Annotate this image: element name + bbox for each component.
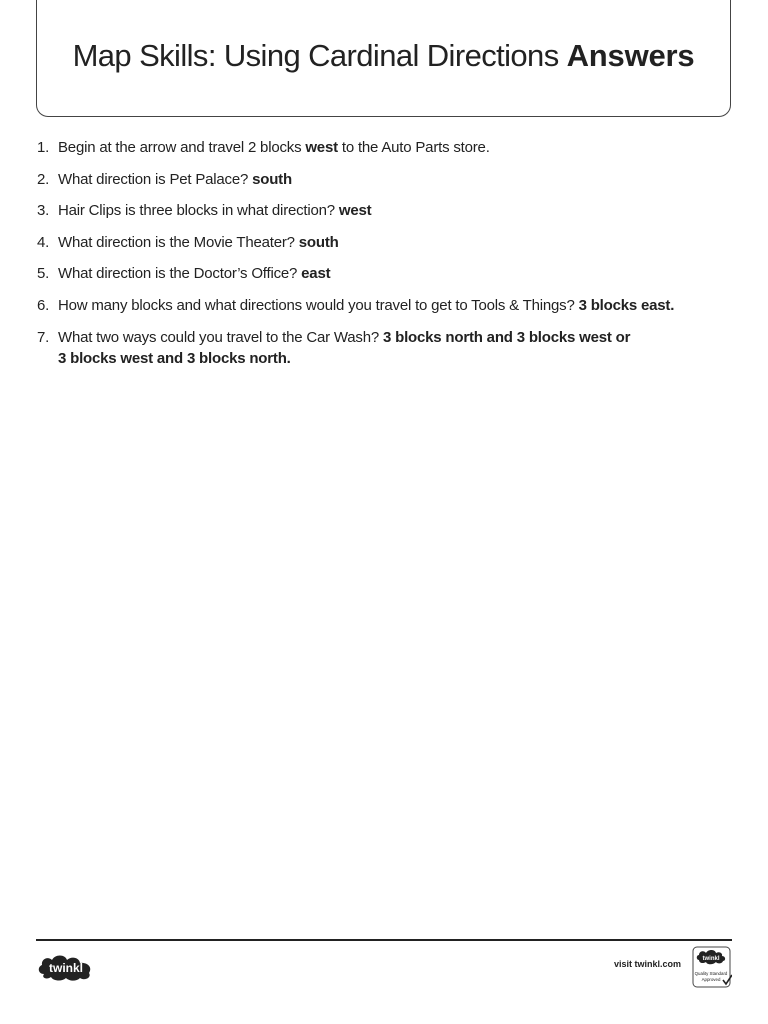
answer-text-line2: 3 blocks west and 3 blocks north.	[58, 350, 291, 367]
title-box	[36, 0, 731, 117]
question-text: What direction is Pet Palace? south	[58, 171, 292, 188]
quality-badge	[692, 946, 732, 988]
footer-divider	[36, 939, 732, 941]
question-text: How many blocks and what directions would you travel to get to Tools & Things? 3 blocks east.	[58, 297, 675, 314]
visit-link[interactable]: visit twinkl.com	[614, 959, 682, 969]
answer-text: east	[301, 265, 331, 282]
question-text: What two ways could you travel to the Car Wash? 3 blocks north and 3 blocks west or 3 blocks west and 3 blocks north.	[58, 329, 631, 367]
twinkl-logo[interactable]	[36, 952, 96, 982]
svg-text:twinkl: twinkl	[702, 956, 720, 962]
question-text: Begin at the arrow and travel 2 blocks west to the Auto Parts store.	[58, 139, 490, 156]
answer-text: west	[305, 139, 338, 156]
question-number: 4.	[37, 234, 50, 251]
answer-text: 3 blocks east.	[578, 297, 675, 314]
svg-text:Quality Standard: Quality Standard	[694, 971, 728, 976]
question-number: 1.	[37, 139, 50, 156]
question-number: 6.	[37, 297, 50, 314]
answer-text: south	[252, 171, 292, 188]
question-number: 3.	[37, 202, 50, 219]
question-number: 2.	[37, 171, 50, 188]
question-text: What direction is the Movie Theater? south	[58, 234, 339, 251]
answer-text: south	[298, 234, 339, 251]
title-regular: Map Skills: Using Cardinal Directions	[72, 38, 559, 73]
question-text: Hair Clips is three blocks in what direction? west	[58, 202, 372, 219]
answer-text: west	[338, 202, 372, 219]
svg-text:twinkl: twinkl	[48, 961, 84, 975]
title-bold: Answers	[566, 38, 695, 73]
page-title	[37, 38, 730, 74]
question-text: What direction is the Doctor’s Office? east	[58, 265, 331, 282]
answer-text: 3 blocks north and 3 blocks west or	[383, 329, 631, 346]
svg-text:Approved: Approved	[701, 977, 721, 982]
question-number: 5.	[37, 265, 50, 282]
question-number: 7.	[37, 329, 50, 346]
